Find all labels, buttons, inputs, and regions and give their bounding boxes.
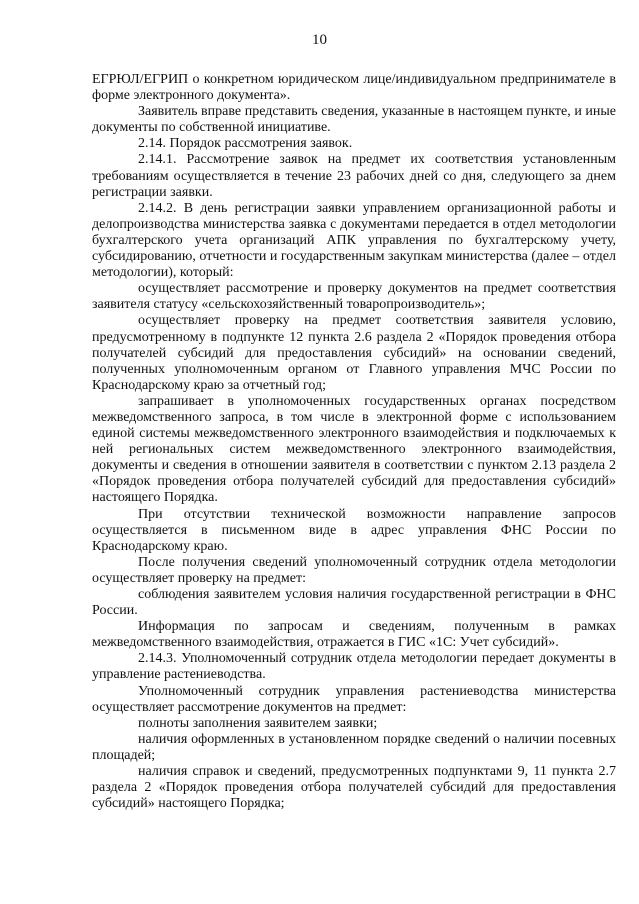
paragraph: запрашивает в уполномоченных государственных органах посредством межведомственного запроса, в том числе в электронной форме с использованием единой системы межведомственного электронного взаимодействия и подключаемых к ней региональных систем межведомственного электронного взаимодействия, документы и сведения в отношении заявителя в соответствии с пунктом 2.13 раздела 2 «Порядок проведения отбора получателей субсидий для предоставления субсидий» настоящего Порядка. <box>92 393 616 506</box>
paragraph: 2.14. Порядок рассмотрения заявок. <box>138 136 353 152</box>
paragraph: После получения сведений уполномоченный сотрудник отдела методологии осуществляет проверку на предмет: <box>92 554 616 586</box>
paragraph: 2.14.1. Рассмотрение заявок на предмет их соответствия установленным требованиям осуществляется в течение 23 рабочих дней со дня, следующего за днем регистрации заявки. <box>92 152 616 200</box>
paragraph: При отсутствии технической возможности направление запросов осуществляется в письменном виде в адрес управления ФНС России по Краснодарскому краю. <box>92 506 616 554</box>
paragraph: Заявитель вправе представить сведения, указанные в настоящем пункте, и иные документы по собственной инициативе. <box>92 104 616 136</box>
document-body <box>92 72 616 812</box>
paragraph: 2.14.3. Уполномоченный сотрудник отдела методологии передает документы в управление растениеводства. <box>92 651 616 683</box>
paragraph: осуществляет проверку на предмет соответствия заявителя условию, предусмотренному в подпункте 12 пункта 2.6 раздела 2 «Порядок проведения отбора получателей субсидий для предоставления субсидий» на основании сведений, полученных уполномоченным органом от Главного управления МЧС России по Краснодарскому краю за отчетный год; <box>92 313 616 393</box>
page-number: 10 <box>312 32 327 48</box>
paragraph: 2.14.2. В день регистрации заявки управлением организационной работы и делопроизводства министерства заявка с документами передается в отдел методологии бухгалтерского учета организаций АПК управления по бухгалтерскому учету, субсидированию, отчетности и государственным закупкам министерства (далее – отдел методологии), который: <box>92 200 616 281</box>
paragraph: наличия справок и сведений, предусмотренных подпунктами 9, 11 пункта 2.7 раздела 2 «Порядок проведения отбора получателей субсидий для предоставления субсидий» настоящего Порядка; <box>92 764 616 812</box>
paragraph: ЕГРЮЛ/ЕГРИП о конкретном юридическом лице/индивидуальном предпринимателе в форме электронного документа». <box>92 72 616 104</box>
paragraph: Уполномоченный сотрудник управления растениеводства министерства осуществляет рассмотрение документов на предмет: <box>92 683 616 715</box>
paragraph: Информация по запросам и сведениям, полученным в рамках межведомственного взаимодействия, отражается в ГИС «1С: Учет субсидий». <box>92 619 616 651</box>
paragraph: наличия оформленных в установленном порядке сведений о наличии посевных площадей; <box>92 731 616 763</box>
paragraph: соблюдения заявителем условия наличия государственной регистрации в ФНС России. <box>92 587 616 619</box>
paragraph: осуществляет рассмотрение и проверку документов на предмет соответствия заявителя статусу «сельскохозяйственный товаропроизводитель»; <box>92 281 616 313</box>
paragraph: полноты заполнения заявителем заявки; <box>138 715 378 731</box>
